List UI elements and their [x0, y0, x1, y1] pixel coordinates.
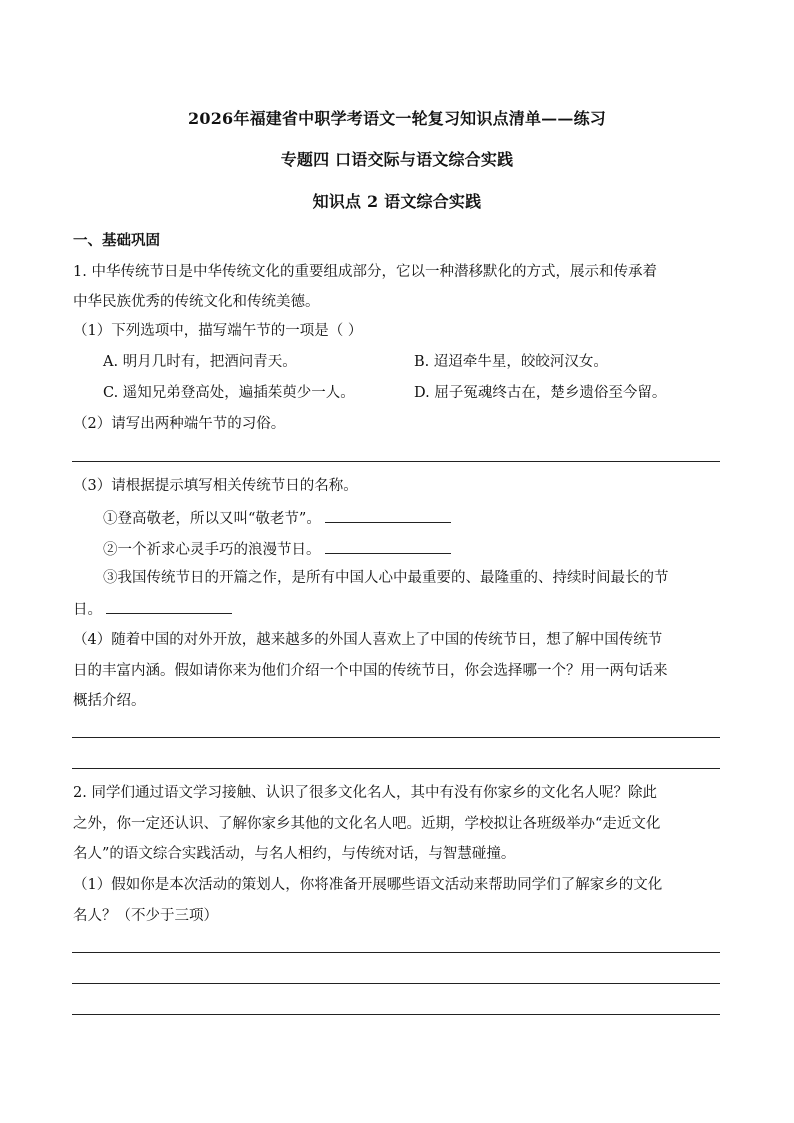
q1-item3-line2 — [73, 598, 723, 620]
q1-option-a: A. 明月几时有，把酒问青天。 — [103, 354, 297, 370]
q1-option-b: B. 迢迢牵牛星，皎皎河汉女。 — [414, 354, 608, 370]
q1-sub1: （1）下列选项中，描写端午节的一项是（ ） — [73, 323, 363, 339]
fill-blank[interactable] — [325, 538, 451, 554]
document-title: 2026年福建省中职学考语文一轮复习知识点清单——练习 — [188, 109, 606, 128]
q1-item3-line2-text: 日。 — [73, 602, 102, 618]
section-heading: 一、基础巩固 — [73, 232, 160, 249]
q1-item1 — [103, 507, 753, 529]
answer-line[interactable] — [72, 983, 720, 984]
answer-line[interactable] — [72, 737, 720, 738]
answer-line[interactable] — [72, 461, 720, 462]
q1-stem-line1: 1. 中华传统节日是中华传统文化的重要组成部分，它以一种潜移默化的方式，展示和传承着 — [73, 264, 657, 280]
answer-line[interactable] — [72, 768, 720, 769]
q2-stem-line1: 2. 同学们通过语文学习接触、认识了很多文化名人，其中有没有你家乡的文化名人呢？除此 — [73, 785, 657, 801]
q2-stem-line3: 名人”的语文综合实践活动，与名人相约，与传统对话，与智慧碰撞。 — [73, 846, 516, 862]
q1-sub4-line2: 日的丰富内涵。假如请你来为他们介绍一个中国的传统节日，你会选择哪一个？用一两句话来 — [73, 663, 668, 679]
q1-item3-line1: ③我国传统节日的开篇之作，是所有中国人心中最重要的、最隆重的、持续时间最长的节 — [103, 570, 669, 586]
q1-sub3: （3）请根据提示填写相关传统节日的名称。 — [73, 478, 358, 494]
q1-stem-line2: 中华民族优秀的传统文化和传统美德。 — [73, 294, 320, 310]
q2-sub1-line1: （1）假如你是本次活动的策划人，你将准备开展哪些语文活动来帮助同学们了解家乡的文化 — [73, 877, 663, 893]
q1-sub2: （2）请写出两种端午节的习俗。 — [73, 416, 286, 432]
q1-item2 — [103, 538, 753, 560]
q2-stem-line2: 之外，你一定还认识、了解你家乡其他的文化名人吧。近期，学校拟让各班级举办“走近文化 — [73, 816, 661, 832]
fill-blank[interactable] — [106, 598, 232, 614]
knowledge-point-title: 知识点 2 语文综合实践 — [312, 192, 482, 211]
answer-line[interactable] — [72, 1014, 720, 1015]
answer-line[interactable] — [72, 952, 720, 953]
fill-blank[interactable] — [325, 507, 451, 523]
q1-sub4-line3: 概括介绍。 — [73, 693, 146, 709]
q1-option-c: C. 遥知兄弟登高处，遍插茱萸少一人。 — [103, 385, 355, 401]
q1-item2-text: ②一个祈求心灵手巧的浪漫节日。 — [103, 542, 321, 558]
q1-sub4-line1: （4）随着中国的对外开放，越来越多的外国人喜欢上了中国的传统节日，想了解中国传统节 — [73, 632, 663, 648]
q1-item1-text: ①登高敬老，所以又叫“敬老节”。 — [103, 511, 321, 527]
q2-sub1-line2: 名人？（不少于三项） — [73, 908, 218, 924]
topic-title: 专题四 口语交际与语文综合实践 — [280, 150, 514, 169]
q1-option-d: D. 屈子冤魂终古在，楚乡遗俗至今留。 — [414, 385, 667, 401]
